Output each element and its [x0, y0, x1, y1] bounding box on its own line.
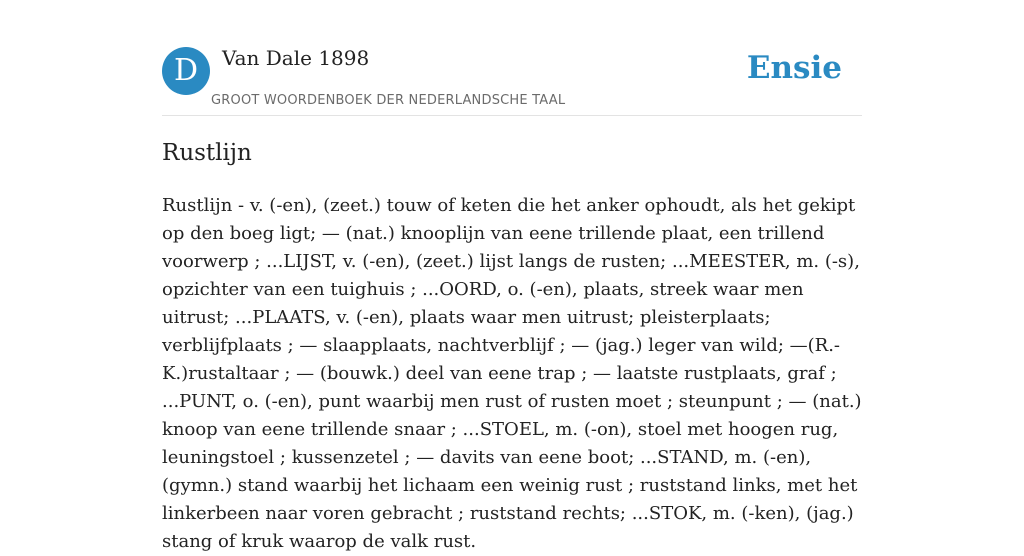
- dictionary-name[interactable]: Van Dale 1898: [222, 46, 370, 70]
- entry-headword: Rustlijn: [162, 140, 252, 166]
- ensie-logo-link[interactable]: Ensie: [746, 50, 842, 86]
- dictionary-subtitle: GROOT WOORDENBOEK DER NEDERLANDSCHE TAAL: [211, 93, 566, 108]
- header-divider: [162, 115, 862, 116]
- dictionary-logo[interactable]: D: [162, 47, 210, 95]
- entry-definition: Rustlijn - v. (-en), (zeet.) touw of keten die het anker ophoudt, als het gekipt op den boeg ligt; — (nat.) knooplijn van eene trillende plaat, een trillend voorwerp ; ...LIJST, v. (-en), (zeet.) lijst langs de rusten; ...MEESTER, m. (-s), opzichter van een tuighuis ; ...OORD, o. (-en), plaats, streek waar men uitrust; ...PLAATS, v. (-en), plaats waar men uitrust; pleisterplaats; verblijfplaats ; — slaapplaats, nachtverblijf ; — (jag.) leger van wild; —(R.-K.)rustaltaar ; — (bouwk.) deel van eene trap ; — laatste rustplaats, graf ; ...PUNT, o. (-en), punt waarbij men rust of rusten moet ; steunpunt ; — (nat.) knoop van eene trillende snaar ; ...STOEL, m. (-on), stoel met hoogen rug, leuningstoel ; kussenzetel ; — davits van eene boot; ...STAND, m. (-en), (gymn.) stand waarbij het lichaam een weinig rust ; ruststand links, met het linkerbeen naar voren gebracht ; ruststand rechts; ...STOK, m. (-ken), (jag.) stang of kruk waarop de valk rust.: [162, 195, 862, 552]
